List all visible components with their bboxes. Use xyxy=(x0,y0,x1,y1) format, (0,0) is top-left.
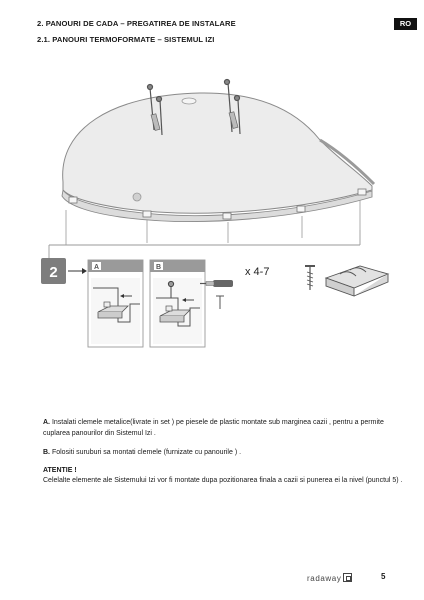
arrow-icon xyxy=(68,268,87,274)
panel-a xyxy=(88,260,143,347)
brand-logo xyxy=(307,573,352,583)
brand-name: radaway xyxy=(307,574,342,583)
instruction-a-text: Instalati clemele metalice(livrate in set ) pe piesele de plastic montate sub marginea cazii , pentru a permite cuplarea panourilor din Sistemul Izi . xyxy=(43,419,384,437)
panel-b xyxy=(150,260,205,347)
logo-square-icon xyxy=(343,573,352,582)
subsection-title: 2.1. PANOURI TERMOFORMATE – SISTEMUL IZI xyxy=(37,35,215,44)
screw-part-icon xyxy=(305,266,315,290)
attention-title-text: ATENTIE ! xyxy=(43,467,77,474)
instruction-a xyxy=(43,418,403,439)
language-badge: RO xyxy=(394,18,417,30)
drain-hole xyxy=(182,98,196,104)
instruction-b xyxy=(43,448,403,459)
installation-illustration xyxy=(0,60,424,360)
instruction-a-prefix: A. xyxy=(43,419,50,426)
attention-text: Celelalte elemente ale Sistemului Izi vor fi montate dupa pozitionarea finala a cazii si punerea ei la nivel (punctul 5) . xyxy=(43,477,403,484)
step-number: 2 xyxy=(49,264,58,281)
page-number: 5 xyxy=(381,572,386,581)
instruction-b-prefix: B. xyxy=(43,449,50,456)
panel-b-label: B xyxy=(155,264,162,271)
small-screw-icon xyxy=(216,296,224,309)
attention-title xyxy=(43,466,403,477)
step-2-box xyxy=(41,258,66,284)
instruction-b-text: Folositi suruburi sa montati clemele (furnizate cu panourile ) . xyxy=(51,449,242,456)
section-title: 2. PANOURI DE CADA – PREGATIREA DE INSTALARE xyxy=(37,19,236,28)
bathtub-outline xyxy=(63,93,372,213)
metal-clip-icon xyxy=(326,266,388,296)
panel-a-label: A xyxy=(93,264,100,271)
quantity-label: x 4-7 xyxy=(245,266,270,278)
